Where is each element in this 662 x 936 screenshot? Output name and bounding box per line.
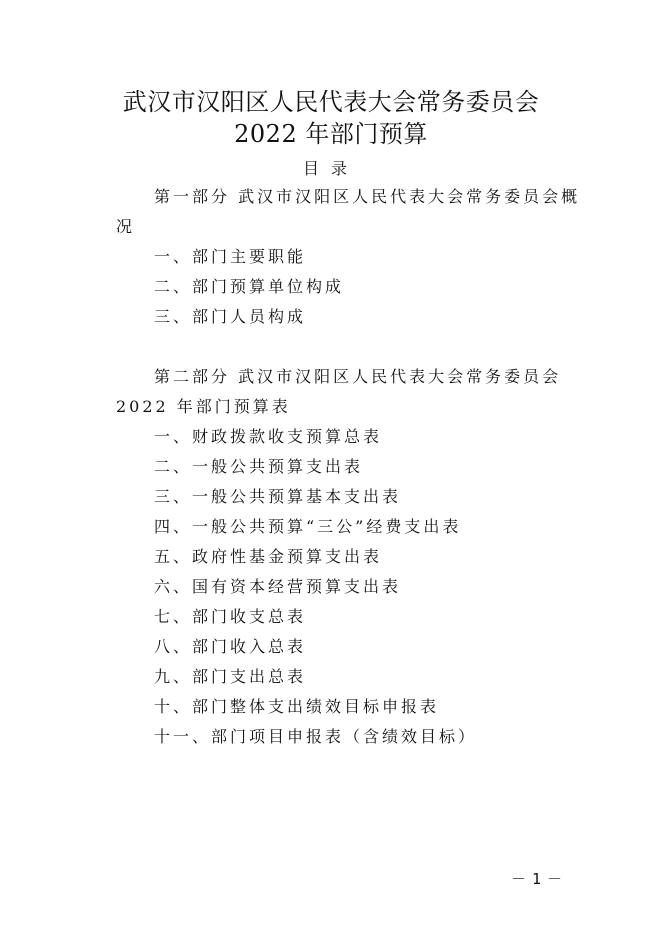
toc-item: 一、部门主要职能 — [154, 247, 307, 266]
toc-item: 八、部门收入总表 — [154, 637, 307, 656]
toc-item: 七、部门收支总表 — [154, 607, 307, 626]
toc-item: 五、政府性基金预算支出表 — [154, 547, 383, 566]
part2-heading: 第二部分 武汉市汉阳区人民代表大会常务委员会 — [154, 367, 562, 386]
toc-item: 二、部门预算单位构成 — [154, 277, 345, 296]
document-title-line2: 2022 年部门预算 — [234, 120, 428, 148]
toc-item: 一、财政拨款收支预算总表 — [154, 427, 383, 446]
part1-heading: 第一部分 武汉市汉阳区人民代表大会常务委员会概 — [154, 187, 581, 206]
toc-item: 四、一般公共预算“三公”经费支出表 — [154, 517, 462, 536]
toc-item: 九、部门支出总表 — [154, 667, 307, 686]
toc-item: 二、一般公共预算支出表 — [154, 457, 364, 476]
page-number: －1－ — [510, 870, 568, 888]
toc-item: 十一、部门项目申报表（含绩效目标） — [154, 727, 478, 746]
toc-item: 三、部门人员构成 — [154, 307, 307, 326]
toc-item: 三、一般公共预算基本支出表 — [154, 487, 402, 506]
toc-item: 六、国有资本经营预算支出表 — [154, 577, 402, 596]
toc-item: 十、部门整体支出绩效目标申报表 — [154, 697, 440, 716]
document-title-line1: 武汉市汉阳区人民代表大会常务委员会 — [122, 88, 540, 116]
part1-heading-continued: 况 — [116, 217, 136, 236]
toc-heading: 目录 — [302, 159, 359, 178]
part2-heading-continued: 2022 年部门预算表 — [116, 397, 291, 416]
